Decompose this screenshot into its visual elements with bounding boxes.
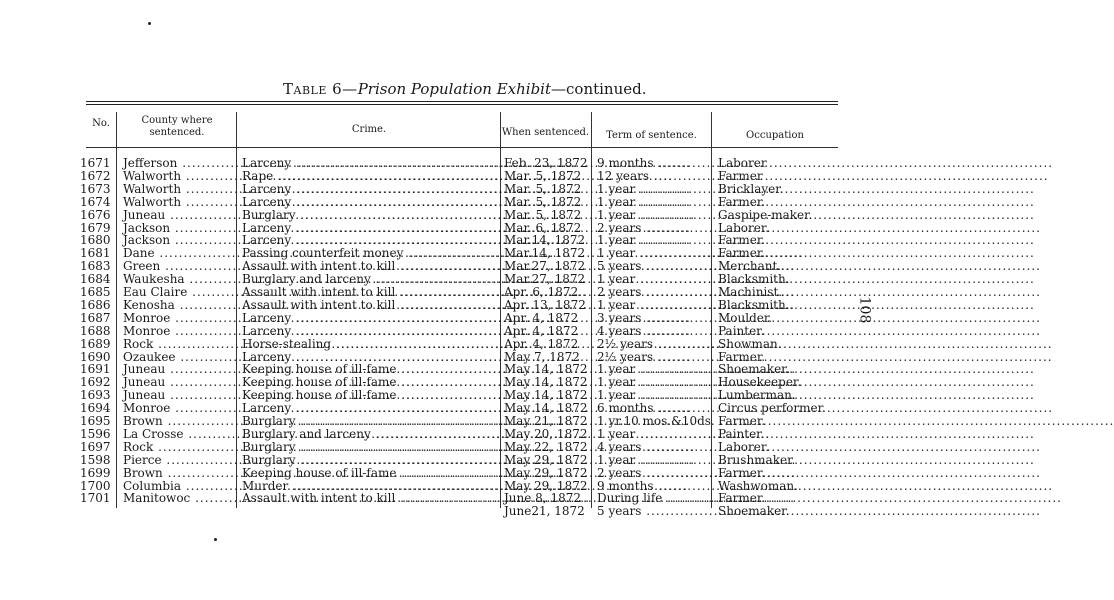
header-term: Term of sentence. xyxy=(606,130,697,141)
page-number: 108 xyxy=(856,296,873,324)
date-cell: May 7, 1872 xyxy=(504,349,580,364)
table-row xyxy=(0,338,926,351)
row-number: 1699 xyxy=(80,465,111,480)
row-number: 1687 xyxy=(80,310,111,325)
county-cell: Brown ..... xyxy=(123,415,231,428)
occupation-cell: Farmer. xyxy=(718,246,766,261)
occupation-cell: Machinist. xyxy=(718,285,783,299)
table-row xyxy=(0,325,926,338)
table-row xyxy=(0,170,926,183)
date-cell: Mar.27, 1872 xyxy=(504,272,586,287)
crime-cell: Larceny ..... xyxy=(242,402,497,415)
county-cell: Brown ..... xyxy=(123,467,231,480)
row-number: 1695 xyxy=(80,414,111,428)
term-cell: 4 years ..... xyxy=(597,441,707,454)
crime-cell: Keeping house of ill-fame ..... xyxy=(242,376,497,389)
term-cell: 5 years ..... xyxy=(597,260,707,273)
title-tail: —continued. xyxy=(551,80,647,98)
crime-cell: Assault with intent to kill ..... xyxy=(242,260,497,273)
term-cell: 1 year ..... xyxy=(597,273,707,286)
crime-cell: Larceny ..... xyxy=(242,312,497,325)
date-cell: Mar. 6, 1872 xyxy=(504,220,582,235)
term-cell: 9 months ..... xyxy=(597,480,707,493)
header-occupation: Occupation xyxy=(746,130,804,141)
occupation-cell: Bricklayer. xyxy=(718,181,784,196)
occupation-cell: Lumberman. xyxy=(718,388,796,403)
county-cell: Monroe ..... xyxy=(123,312,231,325)
row-number: 1689 xyxy=(80,336,111,351)
county-cell: Rock ..... xyxy=(123,441,231,454)
term-cell: 1 year ..... xyxy=(597,454,707,467)
date-cell: May 14, 1872 xyxy=(504,388,588,403)
table-row xyxy=(0,441,926,454)
occupation-cell: Farmer. xyxy=(718,233,766,248)
header-when: When sentenced. xyxy=(501,127,590,138)
crime-cell: Larceny ..... xyxy=(242,196,497,209)
crime-cell: Larceny ..... xyxy=(242,222,497,235)
date-cell: Mar.27, 1872 xyxy=(504,259,586,274)
date-cell: Mar.14, 1872 xyxy=(504,246,586,261)
date-cell: Apr. 13, 1872 xyxy=(504,297,586,312)
term-cell: 1 year ..... xyxy=(597,376,707,389)
row-number: 1701 xyxy=(80,491,111,506)
county-cell: Walworth ..... xyxy=(123,183,231,196)
date-cell: May 14, 1872 xyxy=(504,401,588,416)
date-cell: Mar. 5, 1872 xyxy=(504,168,582,183)
term-cell: 3 years ..... xyxy=(597,312,707,325)
row-number: 1697 xyxy=(80,439,111,454)
crime-cell: Burglary ..... xyxy=(242,415,497,428)
table-row xyxy=(0,505,926,518)
crime-cell: Burglary ..... xyxy=(242,209,497,222)
county-cell: Ozaukee ..... xyxy=(123,351,231,364)
term-cell: 1 yr.10 mos.&10ds. ..... xyxy=(597,415,707,428)
occupation-cell: Farmer xyxy=(718,168,763,183)
county-cell: Jefferson ..... xyxy=(123,157,231,170)
county-cell: Juneau ..... xyxy=(123,363,231,376)
crime-cell: Keeping house of ill-fame ..... xyxy=(242,467,497,480)
row-number: 1671 xyxy=(80,156,111,170)
table-row xyxy=(0,209,926,222)
row-number: 1694 xyxy=(80,401,111,416)
crime-cell: Larceny ..... xyxy=(242,234,497,247)
occupation-cell: Painter. xyxy=(718,426,765,441)
term-cell: 9 months ..... xyxy=(597,157,707,170)
crime-cell: Keeping house of ill-fame ..... xyxy=(242,363,497,376)
row-number: 1674 xyxy=(80,194,111,209)
header-no: No. xyxy=(92,118,110,129)
table-title xyxy=(283,80,647,98)
date-cell: May 21, 1872 xyxy=(504,414,588,428)
term-cell: 1 year ..... xyxy=(597,234,707,247)
table-row xyxy=(0,196,926,209)
row-number: 1679 xyxy=(80,220,111,235)
county-cell: Columbia ..... xyxy=(123,480,231,493)
crime-cell: Burglary ..... xyxy=(242,441,497,454)
term-cell: 1 year ..... xyxy=(597,209,707,222)
county-cell: Eau Claire ..... xyxy=(123,286,231,299)
crime-cell: Murder ..... xyxy=(242,480,497,493)
county-cell: Juneau ..... xyxy=(123,209,231,222)
row-number: 1596 xyxy=(80,426,111,441)
term-cell: 2½ years ..... xyxy=(597,338,707,351)
date-cell: May 14, 1872 xyxy=(504,362,588,377)
table-row xyxy=(0,312,926,325)
term-cell: 12 years ..... xyxy=(597,170,707,183)
row-number: 1598 xyxy=(80,452,111,467)
date-cell: Apr. 6, 1872 xyxy=(504,285,579,299)
occupation-cell: Brushmaker. xyxy=(718,452,796,467)
crime-cell: Larceny ..... xyxy=(242,157,497,170)
header-county xyxy=(118,115,236,139)
occupation-cell: Blacksmith. xyxy=(718,272,790,287)
term-cell: 1 year ..... xyxy=(597,389,707,402)
title-italic: Prison Population Exhibit xyxy=(357,80,552,98)
county-cell: Jackson ..... xyxy=(123,222,231,235)
date-cell: May 29, 1872 xyxy=(504,452,588,467)
occupation-cell: Laborer. xyxy=(718,220,770,235)
term-cell: 1 year ..... xyxy=(597,183,707,196)
term-cell: During life ..... xyxy=(597,492,707,505)
crime-cell: Burglary ..... xyxy=(242,454,497,467)
occupation-cell: Housekeeper. xyxy=(718,375,802,390)
date-cell: Apr. 4, 1872 xyxy=(504,310,579,325)
row-number: 1685 xyxy=(80,285,111,299)
occupation-cell: Gaspipe-maker. xyxy=(718,207,813,222)
table-row xyxy=(0,454,926,467)
county-cell: Waukesha ..... xyxy=(123,273,231,286)
occupation-cell: Painter. xyxy=(718,323,765,338)
county-cell: La Crosse ..... xyxy=(123,428,231,441)
crime-cell: Assault with intent to kill ..... xyxy=(242,286,497,299)
occupation-cell: Shoemaker. xyxy=(718,504,790,519)
crime-cell: Horse-stealing ..... xyxy=(242,338,497,351)
header-crime: Crime. xyxy=(351,124,387,135)
crime-cell: Larceny ..... xyxy=(242,351,497,364)
date-cell: Feb. 23, 1872 xyxy=(504,156,588,170)
term-cell: 2½ years ..... xyxy=(597,351,707,364)
crime-cell: Larceny ..... xyxy=(242,183,497,196)
print-speck xyxy=(214,538,217,541)
term-cell: 2 years ..... xyxy=(597,286,707,299)
county-cell: Dane ..... xyxy=(123,247,231,260)
term-cell: 2 years ..... xyxy=(597,222,707,235)
occupation-cell: Washwoman. xyxy=(718,478,798,493)
county-cell: Rock ..... xyxy=(123,338,231,351)
occupation-cell: Laborer. xyxy=(718,439,770,454)
occupation-cell: Showman. xyxy=(718,336,782,351)
table-row xyxy=(0,299,926,312)
row-number: 1684 xyxy=(80,272,111,287)
county-cell: Monroe ..... xyxy=(123,402,231,415)
row-number: 1673 xyxy=(80,181,111,196)
date-cell: May 14, 1872 xyxy=(504,375,588,390)
occupation-cell: Farmer. xyxy=(718,349,766,364)
occupation-cell: Shoemaker. xyxy=(718,362,790,377)
occupation-cell: Moulder. xyxy=(718,310,773,325)
row-number: 1676 xyxy=(80,207,111,222)
county-cell: Walworth ..... xyxy=(123,196,231,209)
term-cell: 2 years ..... xyxy=(597,467,707,480)
date-cell: May 20, 1872 xyxy=(504,426,588,441)
row-number: 1672 xyxy=(80,168,111,183)
row-number: 1693 xyxy=(80,388,111,403)
crime-cell: Larceny ..... xyxy=(242,325,497,338)
occupation-cell: Farmer. xyxy=(718,414,766,428)
term-cell: 1 year ..... xyxy=(597,428,707,441)
county-cell: Juneau ..... xyxy=(123,376,231,389)
crime-cell: Keeping house of ill-fame ..... xyxy=(242,389,497,402)
county-cell: Pierce ..... xyxy=(123,454,231,467)
row-number: 1692 xyxy=(80,375,111,390)
county-cell: Juneau ..... xyxy=(123,389,231,402)
occupation-cell: Farmer. xyxy=(718,491,766,506)
date-cell: Mar. 5, 1872 xyxy=(504,194,582,209)
occupation-cell: Merchant. xyxy=(718,259,782,274)
row-number: 1686 xyxy=(80,297,111,312)
occupation-cell: Circus performer. xyxy=(718,401,826,416)
table-row xyxy=(0,467,926,480)
top-rule xyxy=(86,101,838,102)
date-cell: June21, 1872 xyxy=(504,504,585,519)
term-cell: 5 years ..... xyxy=(597,505,707,518)
term-cell: 4 years ..... xyxy=(597,325,707,338)
table-row xyxy=(0,428,926,441)
term-cell: 1 year ..... xyxy=(597,363,707,376)
crime-cell: Burglary and larceny ..... xyxy=(242,273,497,286)
term-cell: 6 months ..... xyxy=(597,402,707,415)
occupation-cell: Laborer xyxy=(718,156,767,170)
occupation-cell: Farmer. xyxy=(718,465,766,480)
date-cell: May 29, 1872 xyxy=(504,465,588,480)
header-county-line1: County where xyxy=(141,115,213,126)
county-cell: Green ..... xyxy=(123,260,231,273)
top-rule-double xyxy=(86,104,838,105)
term-cell: 1 year ..... xyxy=(597,299,707,312)
row-number: 1681 xyxy=(80,246,111,261)
header-county-line2: sentenced. xyxy=(149,127,205,138)
print-speck xyxy=(148,22,151,25)
county-cell: Monroe ..... xyxy=(123,325,231,338)
occupation-cell: Blacksmith. xyxy=(718,297,790,312)
county-cell: Manitowoc ..... xyxy=(123,492,231,505)
county-cell: Jackson ..... xyxy=(123,234,231,247)
term-cell: 1 year ..... xyxy=(597,196,707,209)
header-rule xyxy=(86,147,838,148)
date-cell: May 29, 1872 xyxy=(504,478,588,493)
date-cell: Mar.14, 1872 xyxy=(504,233,586,248)
title-lead: Table 6— xyxy=(283,80,358,98)
date-cell: Apr. 4, 1872 xyxy=(504,336,579,351)
county-cell: Walworth ..... xyxy=(123,170,231,183)
table-row xyxy=(0,183,926,196)
row-number: 1680 xyxy=(80,233,111,248)
occupation-cell: Farmer. xyxy=(718,194,766,209)
crime-cell: Passing counterfeit money ..... xyxy=(242,247,497,260)
term-cell: 1 year ..... xyxy=(597,247,707,260)
crime-cell: Rape ..... xyxy=(242,170,497,183)
row-number: 1683 xyxy=(80,259,111,274)
row-number: 1691 xyxy=(80,362,111,377)
date-cell: June 8, 1872 xyxy=(504,491,581,506)
county-cell: Kenosha ..... xyxy=(123,299,231,312)
row-number: 1690 xyxy=(80,349,111,364)
crime-cell: Assault with intent to kill ..... xyxy=(242,299,497,312)
date-cell: Apr. 4, 1872 xyxy=(504,323,579,338)
row-number: 1688 xyxy=(80,323,111,338)
date-cell: Mar. 5, 1872 xyxy=(504,181,582,196)
crime-cell: Assault with intent to kill ..... xyxy=(242,492,497,505)
date-cell: May 22, 1872 xyxy=(504,439,588,454)
crime-cell: Burglary and larceny ..... xyxy=(242,428,497,441)
row-number: 1700 xyxy=(80,478,111,493)
date-cell: Mar. 5, 1872 xyxy=(504,207,582,222)
